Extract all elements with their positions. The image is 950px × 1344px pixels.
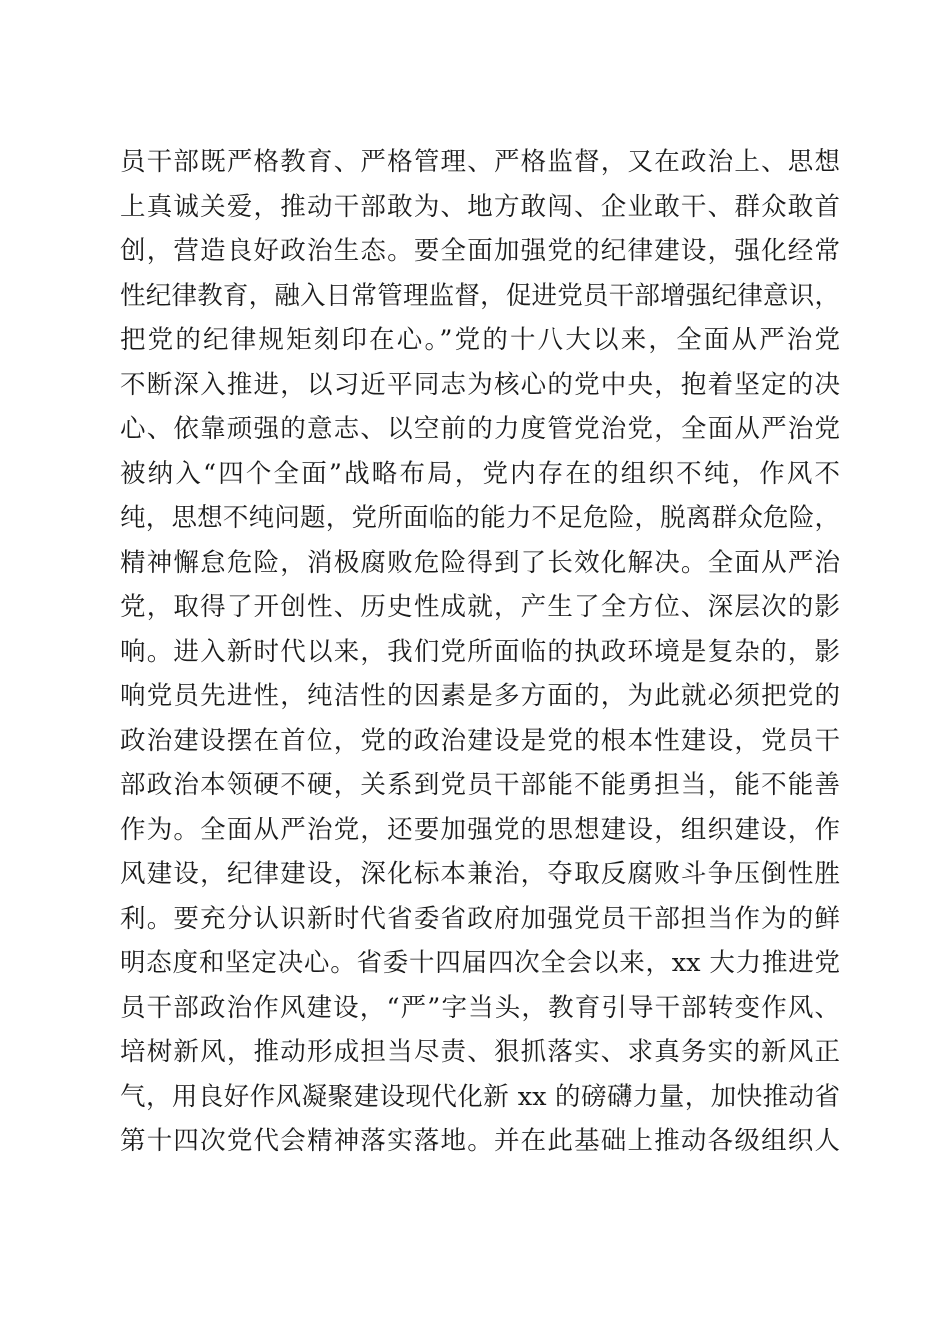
text-line-2: 上真诚关爱，推动干部敢为、地方敢闯、企业敢干、群众敢首 xyxy=(120,191,840,222)
text-line-18: 利。要充分认识新时代省委省政府加强党员干部担当作为的鲜 xyxy=(120,903,840,934)
text-line-10: 精神懈怠危险，消极腐败危险得到了长效化解决。全面从严治 xyxy=(120,547,840,578)
text-line-20: 员干部政治作风建设，“严”字当头，教育引导干部转变作风、 xyxy=(120,992,840,1023)
text-line-11: 党，取得了开创性、历史性成就，产生了全方位、深层次的影 xyxy=(120,592,840,622)
text-line-23: 第十四次党代会精神落实落地。并在此基础上推动各级组织人 xyxy=(120,1126,840,1156)
text-line-12: 响。进入新时代以来，我们党所面临的执政环境是复杂的，影 xyxy=(120,636,840,667)
text-line-21: 培树新风，推动形成担当尽责、狠抓落实、求真务实的新风正 xyxy=(120,1037,840,1067)
body-text xyxy=(120,140,840,1164)
text-line-7: 心、依靠顽强的意志、以空前的力度管党治党，全面从严治党 xyxy=(120,414,840,444)
text-line-17: 风建设，纪律建设，深化标本兼治，夺取反腐败斗争压倒性胜 xyxy=(120,859,840,889)
text-line-3: 创，营造良好政治生态。要全面加强党的纪律建设，强化经常 xyxy=(120,236,840,266)
text-line-16: 作为。全面从严治党，还要加强党的思想建设，组织建设，作 xyxy=(120,814,840,845)
text-line-8: 被纳入“四个全面”战略布局，党内存在的组织不纯，作风不 xyxy=(120,458,840,489)
text-line-6: 不断深入推进，以习近平同志为核心的党中央，抱着坚定的决 xyxy=(120,369,840,400)
text-line-15: 部政治本领硬不硬，关系到党员干部能不能勇担当，能不能善 xyxy=(120,770,840,800)
text-line-5: 把党的纪律规矩刻印在心。”党的十八大以来，全面从严治党 xyxy=(120,325,840,355)
text-line-22: 气，用良好作风凝聚建设现代化新 xx 的磅礴力量，加快推动省 xyxy=(120,1081,840,1112)
text-line-4: 性纪律教育，融入日常管理监督，促进党员干部增强纪律意识， xyxy=(120,280,840,311)
text-line-13: 响党员先进性，纯洁性的因素是多方面的，为此就必须把党的 xyxy=(120,681,840,711)
text-line-1: 员干部既严格教育、严格管理、严格监督，又在政治上、思想 xyxy=(120,147,840,177)
text-line-9: 纯，思想不纯问题，党所面临的能力不足危险，脱离群众危险， xyxy=(120,503,840,533)
text-line-19: 明态度和坚定决心。省委十四届四次全会以来，xx 大力推进党 xyxy=(120,948,840,978)
text-line-14: 政治建设摆在首位，党的政治建设是党的根本性建设，党员干 xyxy=(120,725,840,756)
